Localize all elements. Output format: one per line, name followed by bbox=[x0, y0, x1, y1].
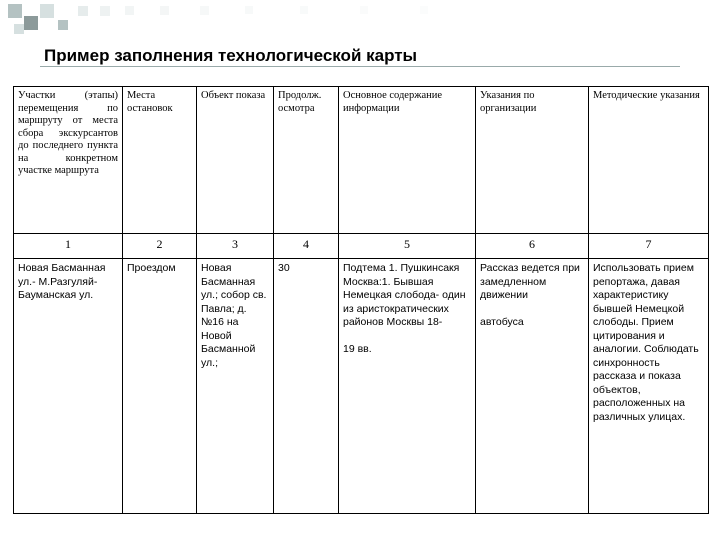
column-number: 2 bbox=[123, 234, 197, 259]
header-organization: Указания по организации bbox=[476, 87, 589, 234]
column-number: 1 bbox=[14, 234, 123, 259]
decorative-squares bbox=[0, 0, 460, 40]
table-number-row bbox=[14, 234, 709, 259]
table-row bbox=[14, 259, 709, 514]
cell-duration: 30 bbox=[274, 259, 339, 514]
column-number: 7 bbox=[589, 234, 709, 259]
header-content: Основное содержание информации bbox=[339, 87, 476, 234]
header-duration: Продолж. осмотра bbox=[274, 87, 339, 234]
header-method: Методические указания bbox=[589, 87, 709, 234]
column-number: 5 bbox=[339, 234, 476, 259]
cell-content bbox=[339, 259, 476, 514]
cell-object: Новая Басманная ул.; собор св. Павла; д. №16 на Новой Басманной ул.; bbox=[197, 259, 274, 514]
cell-content-main: Подтема 1. Пушкинсакя Москва:1. Бывшая Немецкая слобода- один из аристократических районов Москвы 18- bbox=[343, 262, 466, 328]
header-object: Объект показа bbox=[197, 87, 274, 234]
column-number: 4 bbox=[274, 234, 339, 259]
cell-organization-main: Рассказ ведется при замедленном движении bbox=[480, 262, 580, 301]
column-number: 6 bbox=[476, 234, 589, 259]
cell-stage: Новая Басманная ул.- М.Разгуляй- Бауманская ул. bbox=[14, 259, 123, 514]
page-title: Пример заполнения технологической карты bbox=[44, 46, 418, 65]
column-number: 3 bbox=[197, 234, 274, 259]
cell-content-tail: 19 вв. bbox=[343, 343, 372, 355]
title-underline bbox=[40, 66, 680, 67]
header-stages: Участки (этапы) перемещения по маршруту от места сбора экскурсантов до последнего пункта на конкретном участке маршрута bbox=[14, 87, 123, 234]
cell-organization-tail: автобуса bbox=[480, 316, 524, 328]
cell-method: Использовать прием репортажа, давая характеристику бывшей Немецкой слободы. Прием цитирования и аналогии. Соблюдать синхронность рассказа и показа объектов, расположенных на различных улицах. bbox=[589, 259, 709, 514]
table-header-row bbox=[14, 87, 709, 234]
cell-organization bbox=[476, 259, 589, 514]
cell-stop: Проездом bbox=[123, 259, 197, 514]
technology-card-table bbox=[13, 86, 709, 514]
header-stops: Места остановок bbox=[123, 87, 197, 234]
